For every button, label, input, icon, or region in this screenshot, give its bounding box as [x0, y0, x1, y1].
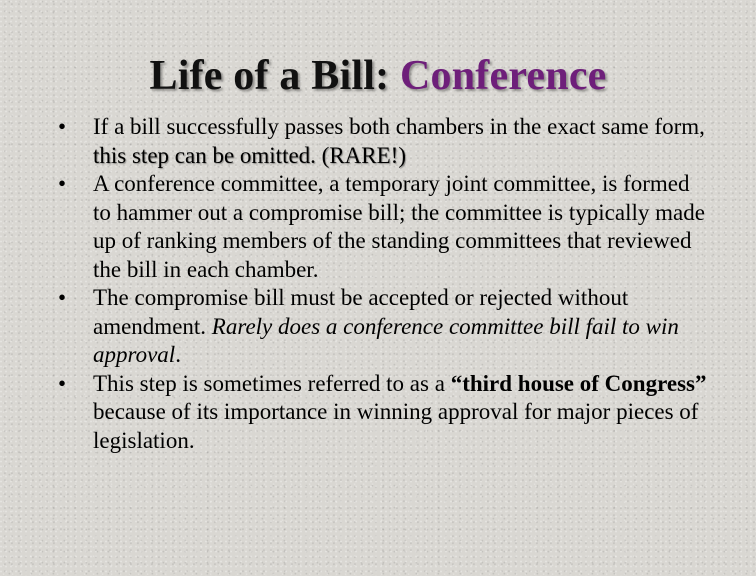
bullet-dot-icon: •: [58, 114, 67, 139]
bullet-item-1: [58, 113, 708, 170]
bullet-item-3: [58, 284, 708, 370]
bullet-list: [58, 113, 708, 455]
bullet-4-bold: “third house of Congress”: [450, 370, 707, 396]
bullet-item-2: [58, 170, 708, 284]
bullet-3-text: The compromise bill must be accepted or rejected without amendment.: [93, 285, 629, 339]
bullet-2-text: A conference committee, a temporary joint committee, is formed to hammer out a compromise bill; the committee is typically made up of ranking members of the standing committees that reviewed the bill in each chamber.: [93, 171, 705, 282]
bullet-3-italic: Rarely does a conference committee bill fail to win approval: [93, 313, 679, 367]
bullet-1-text: If a bill successfully passes both chambers in the exact same form,: [93, 114, 705, 139]
bullet-3-period: .: [175, 342, 181, 367]
bullet-4-text: This step is sometimes referred to as a: [93, 370, 451, 396]
bullet-dot-icon: •: [58, 171, 67, 196]
bullet-dot-icon: •: [58, 285, 67, 310]
bullet-1-emphasis: this step can be omitted. (RARE!): [93, 142, 406, 168]
title-main-text: Life of a Bill:: [149, 53, 401, 99]
bullet-item-4: [58, 370, 708, 456]
slide-title: [0, 52, 756, 100]
bullet-4-rest: because of its importance in winning approval for major pieces of legislation.: [93, 399, 699, 453]
bullet-dot-icon: •: [58, 370, 67, 396]
title-accent-text: Conference: [400, 53, 607, 99]
